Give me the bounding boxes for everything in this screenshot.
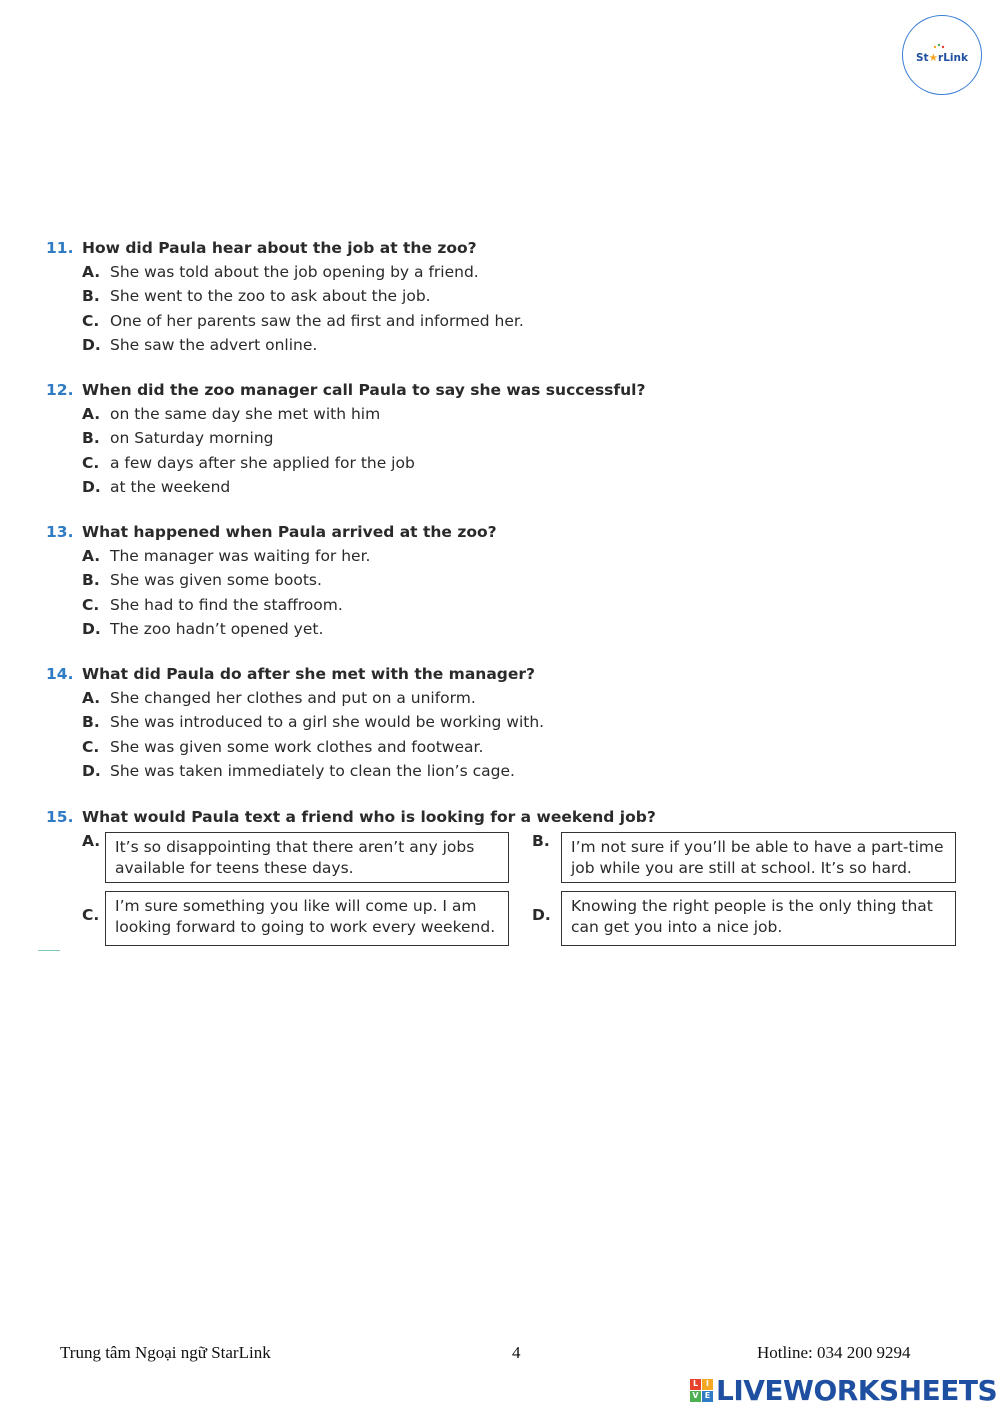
question-title (46, 236, 956, 260)
option-c[interactable]: C. She had to find the staffroom. (82, 595, 343, 614)
page-number: 4 (512, 1343, 521, 1362)
question-15 (46, 805, 956, 829)
option-c-letter: C. (82, 906, 100, 924)
option-d[interactable]: D. at the weekend (82, 477, 231, 496)
icon-tile: E (702, 1391, 713, 1402)
question-12 (46, 378, 956, 499)
question-text: What would Paula text a friend who is looking for a weekend job? (82, 808, 656, 826)
icon-tile: L (690, 1379, 701, 1390)
question-number: 14. (46, 665, 74, 683)
option-b-letter: B. (532, 832, 550, 850)
icon-tile: V (690, 1391, 701, 1402)
option-a-letter: A. (82, 832, 101, 850)
option-d[interactable]: D. She was taken immediately to clean the lion’s cage. (82, 761, 515, 780)
option-b[interactable]: B. She was given some boots. (82, 571, 322, 590)
option-c-box[interactable]: I’m sure something you like will come up. I am looking forward to going to work every weekend. (105, 891, 509, 946)
icon-tile: I (702, 1379, 713, 1390)
question-11 (46, 236, 956, 357)
liveworksheets-logo[interactable] (690, 1374, 997, 1406)
option-a[interactable]: A. She changed her clothes and put on a uniform. (82, 689, 476, 707)
option-c[interactable]: C. One of her parents saw the ad first and informed her. (82, 311, 524, 330)
option-a[interactable]: A. She was told about the job opening by a friend. (82, 263, 479, 281)
option-b[interactable]: B. on Saturday morning (82, 429, 274, 448)
option-d[interactable]: D. She saw the advert online. (82, 335, 318, 354)
footer-hotline: Hotline: 034 200 9294 (757, 1343, 911, 1362)
option-c[interactable]: C. She was given some work clothes and footwear. (82, 737, 484, 756)
option-d-box[interactable]: Knowing the right people is the only thing that can get you into a nice job. (561, 891, 956, 946)
question-text: How did Paula hear about the job at the zoo? (82, 239, 477, 257)
footer-center-name: Trung tâm Ngoại ngữ StarLink (60, 1343, 271, 1362)
starlink-logo-mark (912, 40, 972, 70)
question-14 (46, 662, 956, 783)
option-d[interactable]: D. The zoo hadn’t opened yet. (82, 619, 324, 638)
option-c[interactable]: C. a few days after she applied for the job (82, 453, 415, 472)
question-number: 13. (46, 523, 74, 541)
question-title (46, 520, 956, 544)
option-a[interactable]: A. on the same day she met with him (82, 405, 381, 423)
question-number: 12. (46, 381, 74, 399)
liveworksheets-text: LIVEWORKSHEETS (716, 1373, 998, 1407)
svg-text:St★rLink: St★rLink (916, 52, 968, 64)
question-number: 15. (46, 808, 74, 826)
question-text: When did the zoo manager call Paula to say she was successful? (82, 381, 646, 399)
question-number: 11. (46, 239, 74, 257)
option-b[interactable]: B. She went to the zoo to ask about the job. (82, 287, 431, 306)
starlink-logo (902, 15, 982, 95)
question-text: What happened when Paula arrived at the zoo? (82, 523, 497, 541)
option-b[interactable]: B. She was introduced to a girl she would be working with. (82, 713, 545, 732)
question-title (46, 662, 956, 686)
option-a[interactable]: A. The manager was waiting for her. (82, 547, 371, 565)
option-a-box[interactable]: It’s so disappointing that there aren’t any jobs available for teens these days. (105, 832, 509, 883)
question-title (46, 805, 956, 829)
scan-mark (38, 950, 60, 951)
question-13 (46, 520, 956, 641)
option-d-letter: D. (532, 906, 551, 924)
option-b-box[interactable]: I’m not sure if you’ll be able to have a part-time job while you are still at school. It’s so hard. (561, 832, 956, 883)
question-title (46, 378, 956, 402)
liveworksheets-icon (690, 1379, 713, 1402)
question-text: What did Paula do after she met with the manager? (82, 665, 536, 683)
